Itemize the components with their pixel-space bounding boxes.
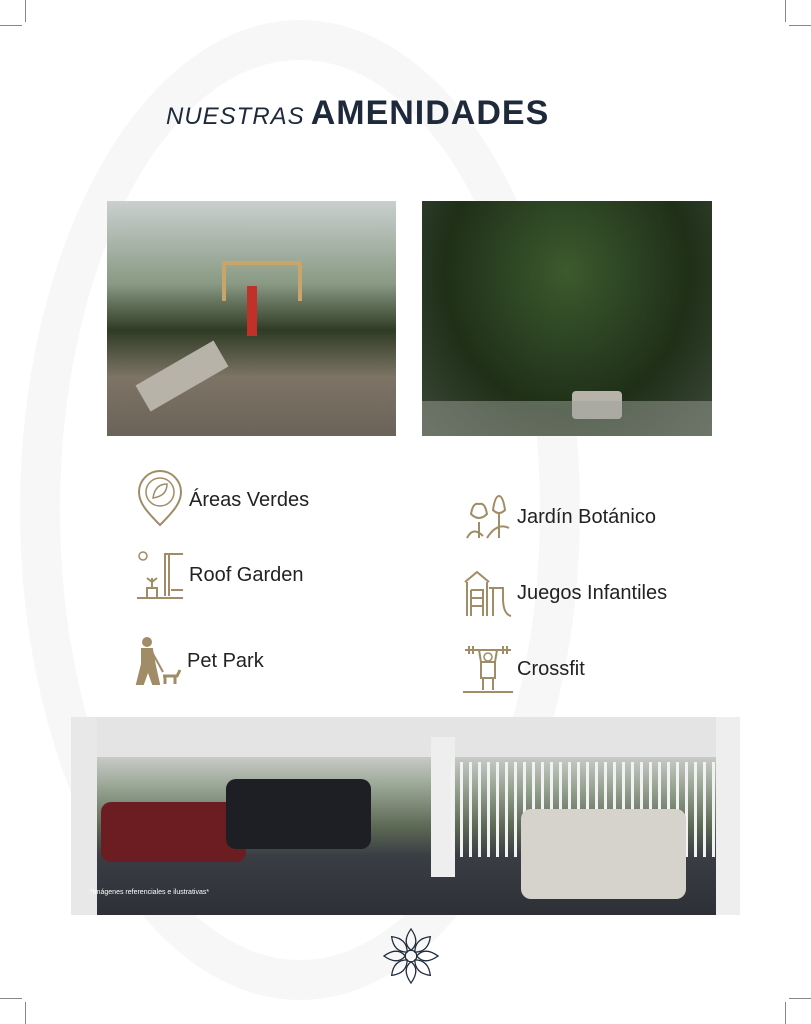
amenity-label: Juegos Infantiles [517, 581, 668, 604]
amenity-label: Roof Garden [189, 563, 304, 586]
amenity-pet-park [133, 636, 264, 686]
playground-icon [463, 568, 513, 618]
leaf-pin-icon [135, 470, 185, 530]
amenity-label: Áreas Verdes [189, 488, 310, 511]
title-bold: AMENIDADES [310, 94, 550, 132]
title-light: NUESTRAS [166, 103, 305, 130]
amenity-roof-garden [135, 550, 304, 600]
parking-photo [71, 717, 740, 915]
amenity-jardin-botanico [463, 492, 656, 542]
amenity-crossfit [463, 644, 585, 694]
tulip-icon [463, 492, 513, 542]
botanical-garden-photo [422, 201, 712, 436]
playground-photo [107, 201, 396, 436]
amenity-juegos-infantiles [463, 568, 667, 618]
crop-mark [0, 998, 22, 999]
amenity-label: Jardín Botánico [517, 505, 656, 528]
crop-mark [25, 1002, 26, 1024]
crop-mark [785, 1002, 786, 1024]
amenity-areas-verdes [135, 470, 309, 530]
crop-mark [25, 0, 26, 22]
crop-mark [789, 25, 811, 26]
disclaimer-note: *Imágenes referenciales e ilustrativas* [90, 889, 210, 896]
amenity-label: Crossfit [517, 657, 585, 680]
amenity-label: Pet Park [187, 649, 264, 672]
dog-walker-icon [133, 636, 183, 686]
page-title [166, 94, 549, 133]
crop-mark [785, 0, 786, 22]
logo-flower-icon [382, 927, 440, 985]
roof-garden-icon [135, 550, 185, 600]
crop-mark [789, 998, 811, 999]
weightlifter-icon [463, 644, 513, 694]
crop-mark [0, 25, 22, 26]
